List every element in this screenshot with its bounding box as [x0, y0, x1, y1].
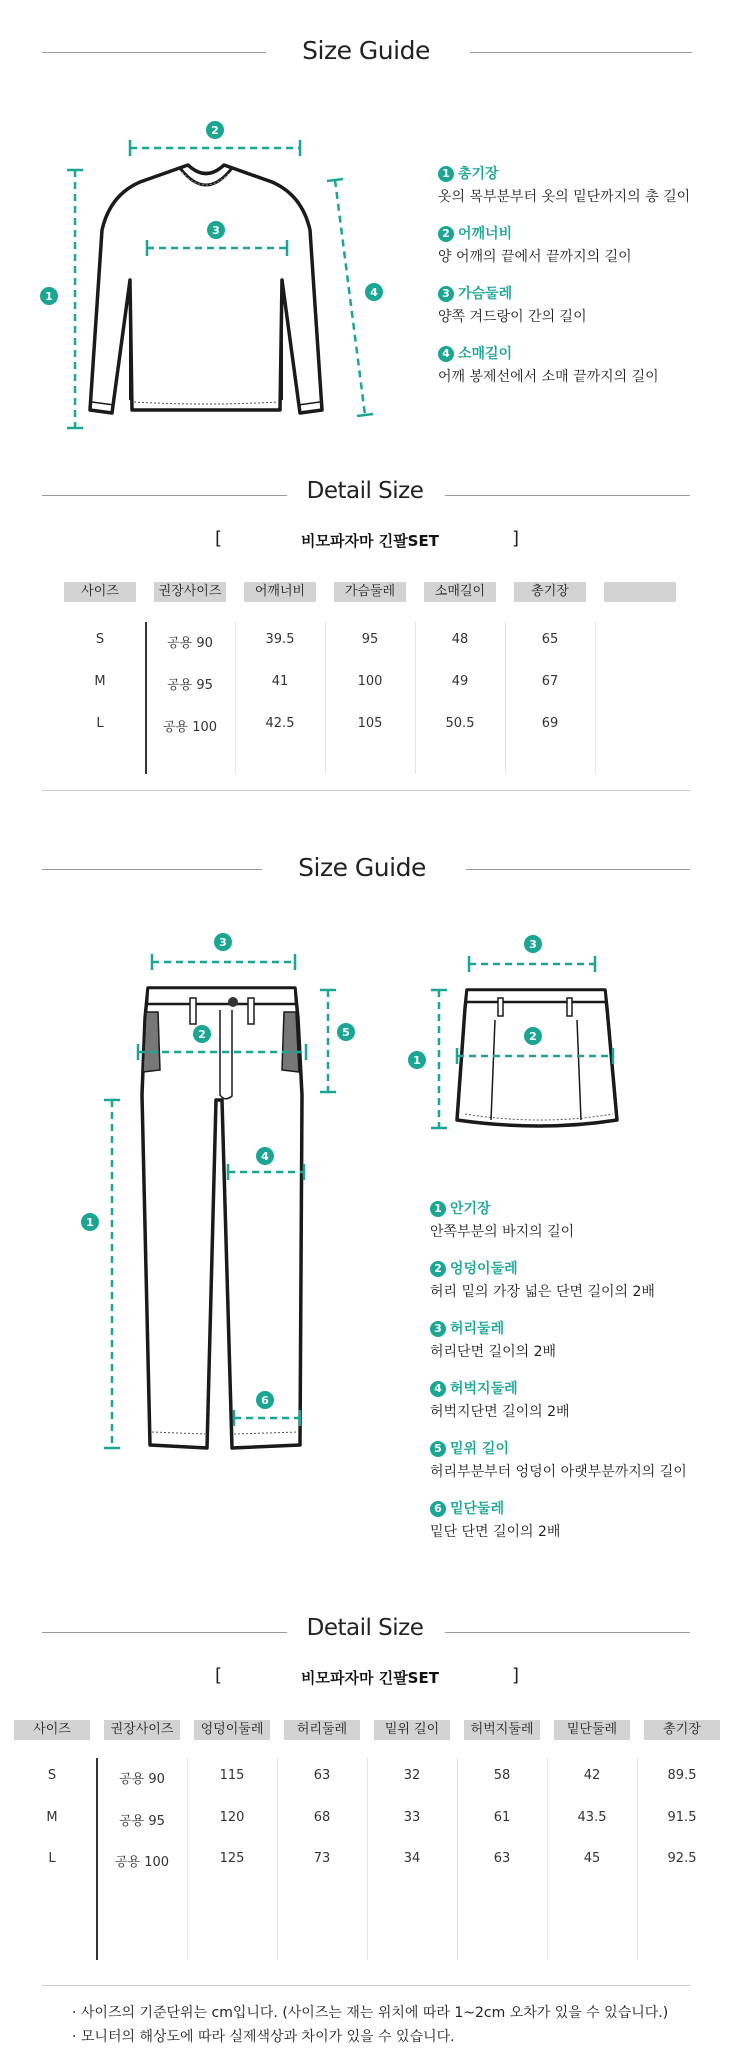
number-badge: 3 — [438, 286, 454, 302]
column-divider — [145, 622, 147, 774]
svg-text:4: 4 — [370, 286, 378, 299]
legend-item — [430, 1438, 687, 1481]
number-badge: 2 — [430, 1261, 446, 1277]
legend-title: 엉덩이둘레 — [450, 1261, 518, 1277]
table-cell: 43.5 — [577, 1810, 607, 1825]
legend-item — [438, 283, 587, 326]
legend-desc: 양쪽 겨드랑이 간의 길이 — [438, 309, 587, 325]
svg-text:4: 4 — [261, 1150, 269, 1163]
number-badge: 1 — [438, 166, 454, 182]
legend-title: 소매길이 — [458, 346, 513, 362]
svg-text:1: 1 — [86, 1216, 94, 1229]
table-cell: 34 — [403, 1851, 421, 1866]
bracket-open: [ — [215, 528, 223, 549]
svg-text:3: 3 — [219, 936, 227, 949]
table-cell: 공용 95 — [167, 678, 213, 693]
table-cell: 32 — [403, 1768, 421, 1783]
legend-desc: 어깨 봉제선에서 소매 끝까지의 길이 — [438, 369, 659, 385]
number-badge: 2 — [438, 226, 454, 242]
table-header-cell: 사이즈 — [64, 582, 136, 602]
legend-desc: 허리부분부터 엉덩이 아랫부분까지의 길이 — [430, 1464, 687, 1480]
table-cell: 63 — [493, 1851, 511, 1866]
legend-item — [438, 343, 659, 386]
table-header-cell: 권장사이즈 — [154, 582, 226, 602]
legend-desc: 안쪽부분의 바지의 길이 — [430, 1224, 575, 1240]
table-cell: 61 — [493, 1810, 511, 1825]
section-title: Detail Size — [306, 1615, 424, 1641]
table-header-cell: 밑단둘레 — [554, 1720, 630, 1740]
section-title: Size Guide — [298, 853, 426, 882]
table-cell: 69 — [541, 716, 559, 731]
table-cell: 50.5 — [445, 716, 475, 731]
section-title: Size Guide — [302, 36, 430, 65]
table-cell: 65 — [541, 632, 559, 647]
legend-desc: 밑단 단면 길이의 2배 — [430, 1524, 561, 1540]
legend-item — [430, 1258, 655, 1301]
title-rule-right — [470, 52, 692, 53]
bracket-open: [ — [215, 1665, 223, 1686]
title-rule-left — [42, 869, 262, 870]
column-divider — [595, 622, 596, 774]
column-divider — [325, 622, 326, 774]
table-header-cell: 밑위 길이 — [374, 1720, 450, 1740]
table-cell: 41 — [271, 674, 289, 689]
table-header-cell: 소매길이 — [424, 582, 496, 602]
shirt-diagram — [30, 110, 420, 440]
table-cell: 48 — [451, 632, 469, 647]
table-cell: 115 — [219, 1768, 245, 1783]
table-cell: M — [94, 674, 106, 689]
color-note: · 모니터의 해상도에 따라 실제색상과 차이가 있을 수 있습니다. — [72, 2029, 455, 2045]
number-badge: 3 — [430, 1321, 446, 1337]
table-header-cell: 가슴둘레 — [334, 582, 406, 602]
table-cell: 33 — [403, 1810, 421, 1825]
column-divider — [505, 622, 506, 774]
bracket-close: ] — [512, 1665, 520, 1686]
table-cell: 100 — [357, 674, 383, 689]
table-cell: 공용 100 — [162, 720, 218, 735]
table-header-cell: 엉덩이둘레 — [194, 1720, 270, 1740]
table-cell: 92.5 — [667, 1851, 697, 1866]
table-cell: 63 — [313, 1768, 331, 1783]
section-title: Detail Size — [306, 478, 424, 504]
title-rule-left — [42, 495, 287, 496]
column-divider — [547, 1758, 548, 1960]
svg-text:2: 2 — [211, 124, 219, 137]
legend-title: 총기장 — [458, 166, 499, 182]
table-cell: 39.5 — [265, 632, 295, 647]
column-divider — [96, 1758, 98, 1960]
table-cell: 42.5 — [265, 716, 295, 731]
table-cell: 67 — [541, 674, 559, 689]
legend-desc: 허리 밑의 가장 넓은 단면 길이의 2배 — [430, 1284, 655, 1300]
svg-text:2: 2 — [198, 1028, 206, 1041]
column-divider — [235, 622, 236, 774]
legend-item — [430, 1318, 556, 1361]
number-badge: 4 — [430, 1381, 446, 1397]
table-cell: 49 — [451, 674, 469, 689]
column-divider — [415, 622, 416, 774]
svg-text:3: 3 — [212, 224, 220, 237]
title-rule-left — [42, 1632, 287, 1633]
table-cell: L — [48, 1851, 56, 1866]
table-header-cell — [604, 582, 676, 602]
legend-item — [430, 1198, 574, 1241]
table-header-cell: 총기장 — [514, 582, 586, 602]
table-cell: S — [47, 1768, 57, 1783]
legend-title: 어깨너비 — [458, 226, 513, 242]
legend-title: 허리둘레 — [450, 1321, 505, 1337]
column-divider — [457, 1758, 458, 1960]
table-cell: 45 — [583, 1851, 601, 1866]
table-cell: 공용 100 — [114, 1855, 170, 1870]
table-cell: 68 — [313, 1810, 331, 1825]
svg-text:6: 6 — [261, 1394, 269, 1407]
legend-item — [430, 1498, 560, 1541]
table-cell: 73 — [313, 1851, 331, 1866]
table-cell: 58 — [493, 1768, 511, 1783]
table-header-cell: 어깨너비 — [244, 582, 316, 602]
legend-desc: 옷의 목부분부터 옷의 밑단까지의 총 길이 — [438, 189, 691, 205]
legend-item — [430, 1378, 570, 1421]
table-header-cell: 사이즈 — [14, 1720, 90, 1740]
legend-desc: 허리단면 길이의 2배 — [430, 1344, 556, 1360]
legend-title: 밑위 길이 — [450, 1441, 509, 1457]
skirt-diagram — [395, 920, 625, 1150]
table-cell: 91.5 — [667, 1810, 697, 1825]
svg-text:5: 5 — [342, 1026, 350, 1039]
table-header-cell: 총기장 — [644, 1720, 720, 1740]
column-divider — [187, 1758, 188, 1960]
title-rule-right — [466, 869, 690, 870]
column-divider — [637, 1758, 638, 1960]
number-badge: 6 — [430, 1501, 446, 1517]
svg-text:1: 1 — [45, 290, 53, 303]
bracket-close: ] — [512, 528, 520, 549]
legend-title: 허벅지둘레 — [450, 1381, 518, 1397]
table-header-cell: 허리둘레 — [284, 1720, 360, 1740]
size-note: · 사이즈의 기준단위는 cm입니다. (사이즈는 재는 위치에 따라 1~2cm 오차가 있을 수 있습니다.) — [72, 2005, 669, 2021]
table-header-cell: 허벅지둘레 — [464, 1720, 540, 1740]
legend-title: 안기장 — [450, 1201, 491, 1217]
svg-text:1: 1 — [413, 1054, 421, 1067]
column-divider — [277, 1758, 278, 1960]
number-badge: 1 — [430, 1201, 446, 1217]
table-cell: 125 — [219, 1851, 245, 1866]
table-cell: 42 — [583, 1768, 601, 1783]
table-cell: 공용 95 — [119, 1814, 165, 1829]
legend-desc: 양 어깨의 끝에서 끝까지의 길이 — [438, 249, 632, 265]
table-cell: 95 — [361, 632, 379, 647]
table-cell: 89.5 — [667, 1768, 697, 1783]
legend-item — [438, 223, 632, 266]
pants-diagram — [50, 920, 370, 1480]
table-bottom-rule — [42, 790, 690, 791]
shirt-legend — [438, 163, 728, 393]
svg-text:3: 3 — [529, 938, 537, 951]
legend-title: 가슴둘레 — [458, 286, 513, 302]
table-cell: 105 — [357, 716, 383, 731]
legend-item — [438, 163, 690, 206]
pants-legend — [430, 1198, 728, 1548]
title-rule-right — [445, 495, 690, 496]
table-bottom-rule — [42, 1985, 690, 1986]
title-rule-right — [445, 1632, 690, 1633]
product-name: 비모파자마 긴팔SET — [301, 532, 439, 550]
number-badge: 5 — [430, 1441, 446, 1457]
column-divider — [367, 1758, 368, 1960]
legend-desc: 허벅지단면 길이의 2배 — [430, 1404, 570, 1420]
number-badge: 4 — [438, 346, 454, 362]
table-cell: S — [95, 632, 105, 647]
table-cell: 공용 90 — [167, 636, 213, 651]
table-header-cell: 권장사이즈 — [104, 1720, 180, 1740]
svg-text:2: 2 — [529, 1030, 537, 1043]
table-cell: 공용 90 — [119, 1772, 165, 1787]
legend-title: 밑단둘레 — [450, 1501, 505, 1517]
table-cell: 120 — [219, 1810, 245, 1825]
table-cell: L — [96, 716, 104, 731]
product-name: 비모파자마 긴팔SET — [301, 1669, 439, 1687]
title-rule-left — [42, 52, 266, 53]
table-cell: M — [46, 1810, 58, 1825]
